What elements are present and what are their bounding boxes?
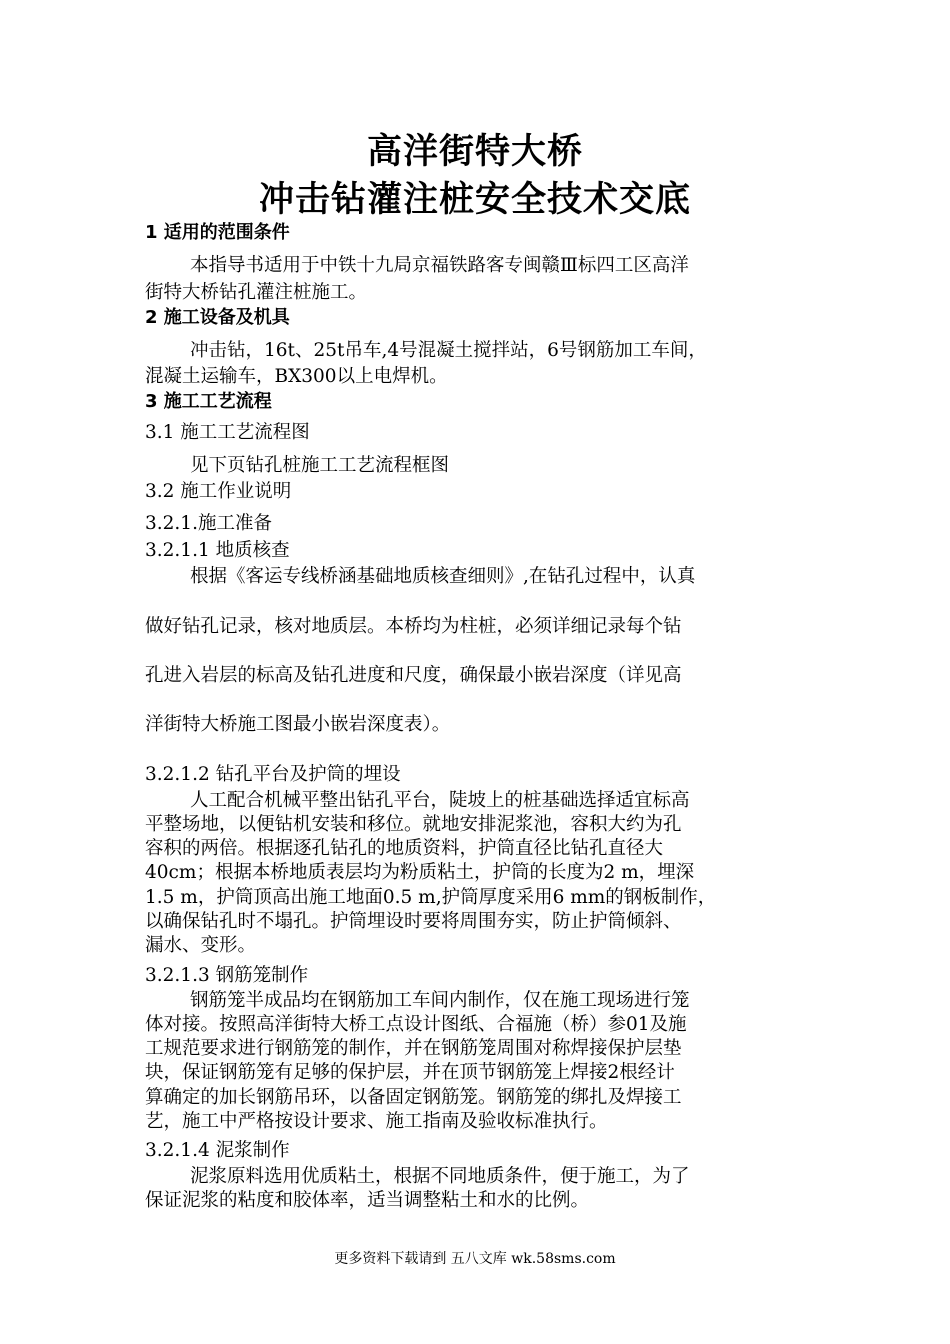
doc-title-line1: 高洋街特大桥 <box>366 132 583 172</box>
paragraph-line: 泥浆原料选用优质粘土，根据不同地质条件，便于施工，为了 <box>190 1166 690 1187</box>
doc-title-line2: 冲击钻灌注桩安全技术交底 <box>258 180 691 220</box>
paragraph-line: 街特大桥钻孔灌注桩施工。 <box>145 282 368 303</box>
subsection-3-2-1-2-heading: 3.2.1.2 钻孔平台及护筒的埋设 <box>145 764 401 785</box>
paragraph-line: 以确保钻孔时不塌孔。护筒埋设时要将周围夯实，防止护筒倾斜、 <box>145 911 682 932</box>
paragraph-line: 容积的两倍。根据逐孔钻孔的地质资料，护筒直径比钻孔直径大 <box>145 838 664 859</box>
paragraph-line: 体对接。按照高洋街特大桥工点设计图纸、合福施（桥）参01及施 <box>145 1014 687 1035</box>
paragraph-line: 1.5 m，护筒顶高出施工地面0.5 m,护筒厚度采用6 mm的钢板制作， <box>145 887 717 908</box>
subsection-3-2-1-4-heading: 3.2.1.4 泥浆制作 <box>145 1140 290 1161</box>
paragraph-line: 人工配合机械平整出钻孔平台，陡坡上的桩基础选择适宜标高 <box>190 790 690 811</box>
paragraph-line: 混凝土运输车，BX300以上电焊机。 <box>145 366 448 387</box>
paragraph-line: 洋街特大桥施工图最小嵌岩深度表）。 <box>145 714 451 735</box>
paragraph-line: 冲击钻，16t、25t吊车,4号混凝土搅拌站，6号钢筋加工车间， <box>190 340 707 361</box>
subsection-3-1-heading: 3.1 施工工艺流程图 <box>145 422 310 443</box>
paragraph-line: 块，保证钢筋笼有足够的保护层，并在顶节钢筋笼上焊接2根经计 <box>145 1062 675 1083</box>
paragraph-line: 工规范要求进行钢筋笼的制作，并在钢筋笼周围对称焊接保护层垫 <box>145 1038 682 1059</box>
paragraph-line: 本指导书适用于中铁十九局京福铁路客专闽赣Ⅲ标四工区高洋 <box>190 255 689 276</box>
paragraph-line: 平整场地，以便钻机安装和移位。就地安排泥浆池，容积大约为孔 <box>145 814 682 835</box>
paragraph-line: 40cm；根据本桥地质表层均为粉质粘土，护筒的长度为2 m，埋深 <box>145 862 695 883</box>
paragraph-line: 算确定的加长钢筋吊环，以备固定钢筋笼。钢筋笼的绑扎及焊接工 <box>145 1087 682 1108</box>
paragraph-line: 漏水、变形。 <box>145 935 257 956</box>
paragraph-line: 艺，施工中严格按设计要求、施工指南及验收标准执行。 <box>145 1111 608 1132</box>
paragraph-line: 根据《客运专线桥涵基础地质核查细则》,在钻孔过程中，认真 <box>190 566 696 587</box>
subsection-3-2-heading: 3.2 施工作业说明 <box>145 481 292 502</box>
paragraph-line: 见下页钻孔桩施工工艺流程框图 <box>190 455 450 476</box>
paragraph-line: 做好钻孔记录，核对地质层。本桥均为柱桩，必须详细记录每个钻 <box>145 616 682 637</box>
subsection-3-2-1-1-heading: 3.2.1.1 地质核查 <box>145 540 290 561</box>
section-1-heading: 1 适用的范围条件 <box>145 222 290 243</box>
subsection-3-2-1-3-heading: 3.2.1.3 钢筋笼制作 <box>145 965 309 986</box>
paragraph-line: 保证泥浆的粘度和胶体率，适当调整粘土和水的比例。 <box>145 1190 590 1211</box>
subsection-3-2-1-heading: 3.2.1.施工准备 <box>145 513 272 534</box>
footer-download-link[interactable]: 更多资料下载请到 五八文库 wk.58sms.com <box>334 1251 616 1267</box>
section-3-heading: 3 施工工艺流程 <box>145 391 272 412</box>
paragraph-line: 孔进入岩层的标高及钻孔进度和尺度，确保最小嵌岩深度（详见高 <box>145 665 682 686</box>
section-2-heading: 2 施工设备及机具 <box>145 307 290 328</box>
paragraph-line: 钢筋笼半成品均在钢筋加工车间内制作，仅在施工现场进行笼 <box>190 990 690 1011</box>
